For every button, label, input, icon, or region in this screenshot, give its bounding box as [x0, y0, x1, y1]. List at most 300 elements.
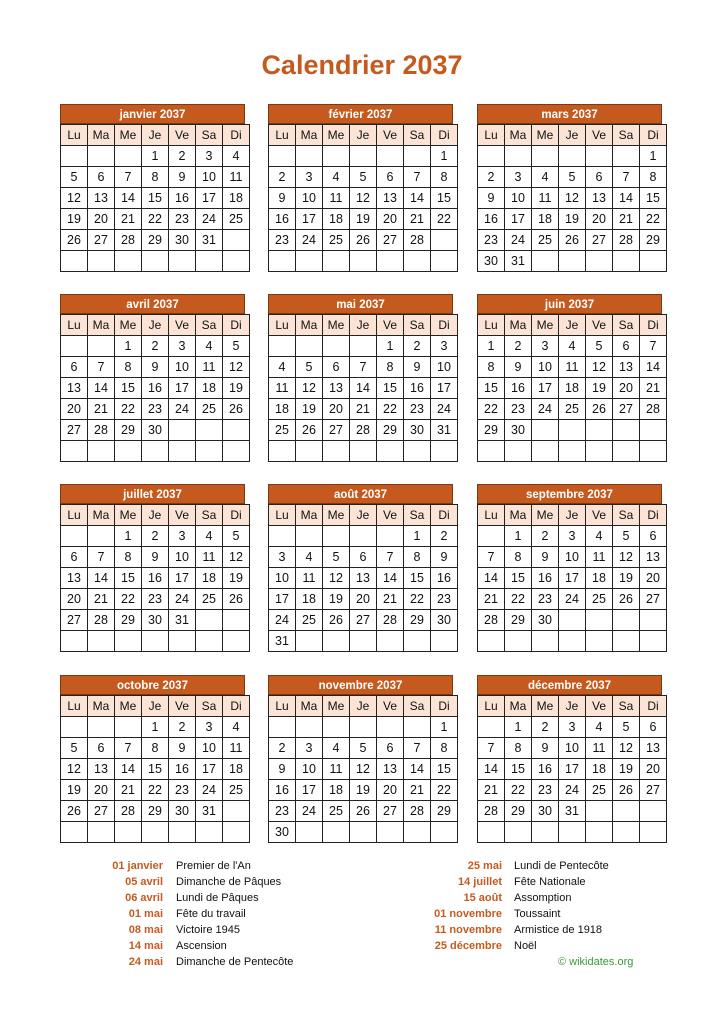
- day-cell: 18: [296, 589, 323, 610]
- day-cell: 28: [640, 399, 667, 420]
- day-cell: [559, 420, 586, 441]
- day-cell: [196, 631, 223, 652]
- day-cell: 11: [269, 378, 296, 399]
- month-table: [268, 504, 458, 652]
- day-cell: [223, 631, 250, 652]
- day-cell: [169, 441, 196, 462]
- day-cell: 27: [350, 610, 377, 631]
- day-cell: 25: [223, 780, 250, 801]
- day-cell: [323, 336, 350, 357]
- day-cell: 19: [613, 759, 640, 780]
- day-cell: 4: [532, 167, 559, 188]
- day-cell: 5: [350, 738, 377, 759]
- month-block: [477, 104, 662, 272]
- day-cell: 16: [532, 568, 559, 589]
- day-cell: [88, 822, 115, 843]
- day-cell: 2: [431, 526, 458, 547]
- day-cell: 6: [613, 336, 640, 357]
- day-cell: 25: [323, 230, 350, 251]
- day-cell: 23: [169, 780, 196, 801]
- holiday-date: 15 août: [463, 892, 502, 904]
- day-cell: 22: [640, 209, 667, 230]
- day-cell: 26: [586, 399, 613, 420]
- day-cell: 2: [269, 167, 296, 188]
- weekday-header: Di: [640, 505, 667, 526]
- day-cell: 18: [532, 209, 559, 230]
- day-cell: 11: [296, 568, 323, 589]
- day-cell: 26: [613, 780, 640, 801]
- day-cell: 14: [88, 568, 115, 589]
- day-cell: 21: [640, 378, 667, 399]
- day-cell: 5: [61, 738, 88, 759]
- day-cell: 22: [115, 589, 142, 610]
- day-cell: 18: [323, 209, 350, 230]
- weekday-header: Lu: [269, 315, 296, 336]
- weekday-header: Je: [350, 125, 377, 146]
- day-cell: 21: [88, 399, 115, 420]
- day-cell: [350, 526, 377, 547]
- weekday-header: Ma: [88, 315, 115, 336]
- month-block: [268, 104, 453, 272]
- day-cell: 12: [613, 738, 640, 759]
- day-cell: 2: [478, 167, 505, 188]
- day-cell: 24: [196, 780, 223, 801]
- day-cell: 14: [88, 378, 115, 399]
- day-cell: 10: [296, 188, 323, 209]
- day-cell: 15: [115, 378, 142, 399]
- day-cell: [323, 441, 350, 462]
- day-cell: 12: [223, 547, 250, 568]
- day-cell: 1: [142, 717, 169, 738]
- weekday-header: Ma: [88, 696, 115, 717]
- day-cell: [640, 420, 667, 441]
- day-cell: [269, 251, 296, 272]
- day-cell: [269, 441, 296, 462]
- day-cell: 8: [478, 357, 505, 378]
- day-cell: 24: [559, 589, 586, 610]
- day-cell: 17: [196, 759, 223, 780]
- day-cell: 6: [323, 357, 350, 378]
- weekday-header: Di: [640, 125, 667, 146]
- day-cell: [532, 822, 559, 843]
- day-cell: 23: [169, 209, 196, 230]
- day-cell: 26: [559, 230, 586, 251]
- day-cell: 2: [505, 336, 532, 357]
- day-cell: 9: [404, 357, 431, 378]
- day-cell: 30: [532, 801, 559, 822]
- day-cell: 5: [559, 167, 586, 188]
- day-cell: 27: [88, 801, 115, 822]
- day-cell: 10: [296, 759, 323, 780]
- weekday-header: Ma: [296, 505, 323, 526]
- weekday-header: Ve: [169, 505, 196, 526]
- day-cell: 22: [377, 399, 404, 420]
- day-cell: 2: [169, 717, 196, 738]
- day-cell: 12: [223, 357, 250, 378]
- day-cell: 7: [88, 357, 115, 378]
- day-cell: 16: [269, 780, 296, 801]
- day-cell: 13: [377, 759, 404, 780]
- day-cell: 6: [377, 167, 404, 188]
- weekday-header: Ma: [88, 505, 115, 526]
- weekday-header: Sa: [613, 505, 640, 526]
- day-cell: 27: [377, 230, 404, 251]
- day-cell: 14: [613, 188, 640, 209]
- holiday-row: [0, 858, 724, 874]
- day-cell: [505, 441, 532, 462]
- day-cell: 19: [559, 209, 586, 230]
- day-cell: 19: [223, 378, 250, 399]
- day-cell: 29: [115, 610, 142, 631]
- day-cell: 26: [223, 399, 250, 420]
- day-cell: 27: [613, 399, 640, 420]
- day-cell: 3: [532, 336, 559, 357]
- day-cell: 25: [559, 399, 586, 420]
- day-cell: [350, 251, 377, 272]
- day-cell: 29: [404, 610, 431, 631]
- day-cell: 26: [613, 589, 640, 610]
- day-cell: 1: [505, 526, 532, 547]
- day-cell: [296, 822, 323, 843]
- day-cell: [377, 822, 404, 843]
- day-cell: 1: [431, 146, 458, 167]
- day-cell: 18: [323, 780, 350, 801]
- holiday-date: 14 mai: [128, 940, 163, 952]
- day-cell: [61, 526, 88, 547]
- holiday-date: 25 mai: [467, 860, 502, 872]
- day-cell: 31: [559, 801, 586, 822]
- weekday-header: Sa: [613, 696, 640, 717]
- day-cell: 7: [404, 167, 431, 188]
- month-table: [268, 695, 458, 843]
- day-cell: 9: [142, 357, 169, 378]
- day-cell: [613, 822, 640, 843]
- day-cell: 13: [61, 378, 88, 399]
- day-cell: 29: [115, 420, 142, 441]
- day-cell: 14: [377, 568, 404, 589]
- day-cell: [323, 251, 350, 272]
- day-cell: 4: [586, 717, 613, 738]
- month-title: septembre 2037: [477, 484, 662, 504]
- day-cell: 20: [586, 209, 613, 230]
- day-cell: 13: [61, 568, 88, 589]
- day-cell: 7: [640, 336, 667, 357]
- day-cell: [586, 146, 613, 167]
- day-cell: 9: [269, 759, 296, 780]
- day-cell: 23: [269, 801, 296, 822]
- day-cell: 31: [505, 251, 532, 272]
- day-cell: 30: [505, 420, 532, 441]
- day-cell: 15: [142, 188, 169, 209]
- day-cell: 20: [640, 568, 667, 589]
- day-cell: 11: [586, 738, 613, 759]
- day-cell: 11: [223, 167, 250, 188]
- day-cell: 30: [478, 251, 505, 272]
- day-cell: 6: [586, 167, 613, 188]
- day-cell: 19: [586, 378, 613, 399]
- weekday-header: Lu: [478, 315, 505, 336]
- day-cell: 25: [196, 589, 223, 610]
- day-cell: 3: [196, 146, 223, 167]
- day-cell: 24: [532, 399, 559, 420]
- day-cell: 16: [431, 568, 458, 589]
- day-cell: 23: [532, 589, 559, 610]
- day-cell: 12: [613, 547, 640, 568]
- day-cell: 2: [142, 526, 169, 547]
- weekday-header: Ve: [169, 696, 196, 717]
- day-cell: [559, 610, 586, 631]
- day-cell: [404, 631, 431, 652]
- day-cell: [115, 146, 142, 167]
- month-title: avril 2037: [60, 294, 245, 314]
- day-cell: 7: [115, 738, 142, 759]
- day-cell: 25: [586, 780, 613, 801]
- month-title: juin 2037: [477, 294, 662, 314]
- day-cell: 20: [323, 399, 350, 420]
- day-cell: [532, 146, 559, 167]
- day-cell: [223, 801, 250, 822]
- day-cell: 8: [404, 547, 431, 568]
- day-cell: 9: [269, 188, 296, 209]
- day-cell: 24: [431, 399, 458, 420]
- day-cell: 11: [323, 759, 350, 780]
- day-cell: 21: [115, 780, 142, 801]
- day-cell: 9: [169, 167, 196, 188]
- day-cell: 14: [115, 759, 142, 780]
- day-cell: 20: [377, 209, 404, 230]
- day-cell: [404, 441, 431, 462]
- day-cell: 29: [505, 610, 532, 631]
- day-cell: 16: [505, 378, 532, 399]
- day-cell: 13: [613, 357, 640, 378]
- weekday-header: Me: [532, 696, 559, 717]
- day-cell: 17: [559, 759, 586, 780]
- weekday-header: Di: [431, 125, 458, 146]
- day-cell: 8: [505, 738, 532, 759]
- day-cell: [323, 146, 350, 167]
- day-cell: 11: [196, 547, 223, 568]
- day-cell: 24: [196, 209, 223, 230]
- weekday-header: Me: [115, 696, 142, 717]
- day-cell: 9: [532, 547, 559, 568]
- day-cell: 10: [169, 547, 196, 568]
- month-title: juillet 2037: [60, 484, 245, 504]
- day-cell: 27: [61, 610, 88, 631]
- day-cell: 20: [613, 378, 640, 399]
- day-cell: [223, 420, 250, 441]
- day-cell: [478, 631, 505, 652]
- day-cell: 29: [142, 801, 169, 822]
- day-cell: [296, 717, 323, 738]
- day-cell: [559, 822, 586, 843]
- weekday-header: Je: [350, 315, 377, 336]
- day-cell: 21: [478, 780, 505, 801]
- day-cell: [323, 717, 350, 738]
- weekday-header: Ve: [377, 505, 404, 526]
- day-cell: 15: [640, 188, 667, 209]
- day-cell: 22: [115, 399, 142, 420]
- day-cell: 21: [613, 209, 640, 230]
- month-title: octobre 2037: [60, 675, 245, 695]
- day-cell: 29: [377, 420, 404, 441]
- day-cell: 4: [559, 336, 586, 357]
- day-cell: [431, 251, 458, 272]
- day-cell: 20: [640, 759, 667, 780]
- day-cell: 8: [377, 357, 404, 378]
- day-cell: [559, 631, 586, 652]
- weekday-header: Sa: [196, 125, 223, 146]
- weekday-header: Sa: [404, 125, 431, 146]
- weekday-header: Sa: [196, 315, 223, 336]
- month-block: [268, 484, 453, 652]
- day-cell: [431, 230, 458, 251]
- weekday-header: Me: [115, 315, 142, 336]
- day-cell: 18: [559, 378, 586, 399]
- day-cell: 22: [478, 399, 505, 420]
- day-cell: 23: [431, 589, 458, 610]
- day-cell: 24: [559, 780, 586, 801]
- day-cell: 2: [142, 336, 169, 357]
- holiday-row: [0, 874, 724, 890]
- day-cell: 14: [478, 568, 505, 589]
- day-cell: 15: [505, 568, 532, 589]
- day-cell: 17: [296, 209, 323, 230]
- day-cell: 22: [431, 780, 458, 801]
- day-cell: 7: [115, 167, 142, 188]
- day-cell: 21: [404, 780, 431, 801]
- day-cell: 30: [169, 801, 196, 822]
- weekday-header: Lu: [61, 505, 88, 526]
- day-cell: 1: [377, 336, 404, 357]
- holiday-date: 01 janvier: [112, 860, 163, 872]
- day-cell: 13: [586, 188, 613, 209]
- day-cell: 26: [350, 801, 377, 822]
- day-cell: 17: [532, 378, 559, 399]
- day-cell: 16: [404, 378, 431, 399]
- day-cell: [532, 441, 559, 462]
- day-cell: 9: [478, 188, 505, 209]
- day-cell: 26: [223, 589, 250, 610]
- day-cell: [377, 441, 404, 462]
- weekday-header: Sa: [613, 125, 640, 146]
- day-cell: [142, 441, 169, 462]
- month-table: [60, 124, 250, 272]
- day-cell: 17: [296, 780, 323, 801]
- day-cell: [142, 631, 169, 652]
- day-cell: 22: [142, 209, 169, 230]
- day-cell: 14: [115, 188, 142, 209]
- holiday-name: Noël: [514, 940, 537, 952]
- weekday-header: Di: [223, 696, 250, 717]
- day-cell: 12: [586, 357, 613, 378]
- day-cell: 29: [640, 230, 667, 251]
- day-cell: [532, 251, 559, 272]
- day-cell: 30: [532, 610, 559, 631]
- weekday-header: Je: [142, 696, 169, 717]
- day-cell: 17: [169, 378, 196, 399]
- day-cell: [404, 251, 431, 272]
- weekday-header: Je: [559, 315, 586, 336]
- day-cell: 26: [61, 801, 88, 822]
- day-cell: 27: [377, 801, 404, 822]
- day-cell: 13: [640, 547, 667, 568]
- day-cell: 6: [61, 547, 88, 568]
- day-cell: [223, 441, 250, 462]
- weekday-header: Ma: [505, 696, 532, 717]
- day-cell: 15: [115, 568, 142, 589]
- day-cell: 5: [323, 547, 350, 568]
- day-cell: 25: [196, 399, 223, 420]
- day-cell: 15: [478, 378, 505, 399]
- weekday-header: Je: [559, 696, 586, 717]
- day-cell: 31: [196, 801, 223, 822]
- day-cell: 31: [431, 420, 458, 441]
- day-cell: 6: [61, 357, 88, 378]
- day-cell: [196, 251, 223, 272]
- day-cell: [323, 822, 350, 843]
- day-cell: 20: [88, 209, 115, 230]
- holiday-row: [0, 906, 724, 922]
- day-cell: 11: [196, 357, 223, 378]
- day-cell: [586, 801, 613, 822]
- day-cell: [431, 822, 458, 843]
- day-cell: 18: [223, 188, 250, 209]
- weekday-header: Je: [559, 505, 586, 526]
- day-cell: 19: [61, 209, 88, 230]
- day-cell: [61, 336, 88, 357]
- day-cell: 7: [478, 547, 505, 568]
- month-table: [477, 695, 667, 843]
- day-cell: [586, 610, 613, 631]
- day-cell: 21: [88, 589, 115, 610]
- day-cell: [61, 717, 88, 738]
- day-cell: [532, 420, 559, 441]
- day-cell: 19: [613, 568, 640, 589]
- weekday-header: Ma: [296, 315, 323, 336]
- day-cell: [586, 251, 613, 272]
- day-cell: 30: [142, 420, 169, 441]
- weekday-header: Ve: [586, 505, 613, 526]
- day-cell: 28: [404, 801, 431, 822]
- day-cell: 3: [505, 167, 532, 188]
- day-cell: [296, 526, 323, 547]
- day-cell: 17: [169, 568, 196, 589]
- day-cell: 25: [269, 420, 296, 441]
- day-cell: 12: [61, 188, 88, 209]
- day-cell: 4: [223, 146, 250, 167]
- day-cell: 28: [478, 610, 505, 631]
- weekday-header: Je: [142, 505, 169, 526]
- day-cell: 25: [223, 209, 250, 230]
- day-cell: [377, 717, 404, 738]
- weekday-header: Ve: [377, 696, 404, 717]
- day-cell: 19: [350, 780, 377, 801]
- month-block: [60, 104, 245, 272]
- holiday-name: Victoire 1945: [176, 924, 241, 936]
- day-cell: 23: [142, 399, 169, 420]
- weekday-header: Je: [142, 125, 169, 146]
- day-cell: [478, 146, 505, 167]
- day-cell: [377, 251, 404, 272]
- month-title: janvier 2037: [60, 104, 245, 124]
- day-cell: [269, 717, 296, 738]
- day-cell: [196, 610, 223, 631]
- weekday-header: Lu: [61, 125, 88, 146]
- day-cell: 1: [478, 336, 505, 357]
- day-cell: 5: [61, 167, 88, 188]
- day-cell: [586, 631, 613, 652]
- day-cell: 9: [532, 738, 559, 759]
